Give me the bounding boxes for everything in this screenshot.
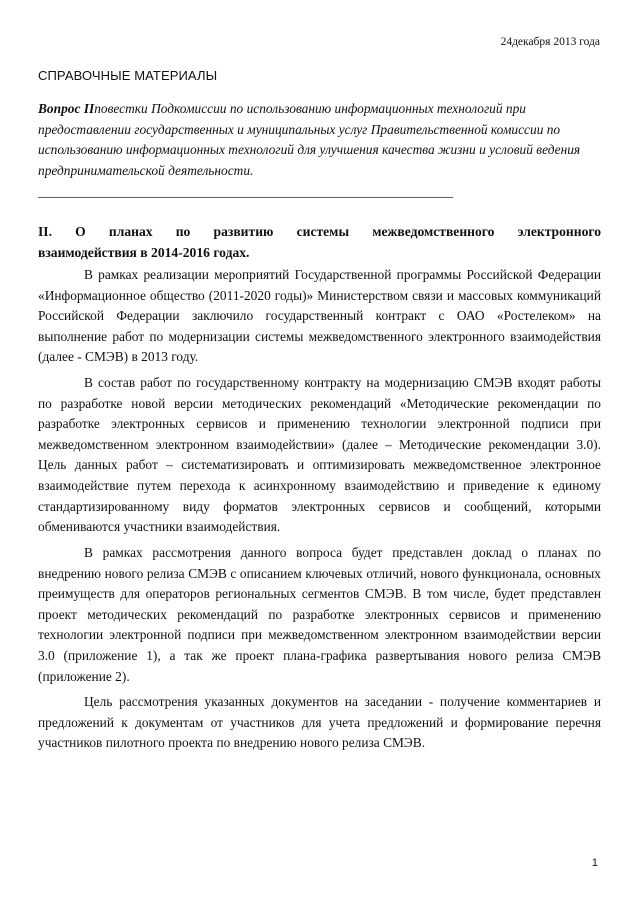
body-paragraph-1: В рамках реализации мероприятий Государственной программы Российской Федерации «Информационное общество (2011-2020 годы)» Министерством связи и массовых коммуникаций Российской Федерации заключило государственный контракт с ОАО «Ростелеком» на выполнение работ по модернизации системы межведомственного электронного взаимодействия (далее - СМЭВ) в 2013 году.: [38, 267, 601, 365]
section-heading: [38, 222, 601, 263]
body-paragraph-2: В состав работ по государственному контракту на модернизацию СМЭВ входят работы по разработке новой версии методических рекомендаций «Методические рекомендации по разработке электронных сервисов и применению технологии электронной подписи при межведомственном электронном взаимодействии» (далее – Методические рекомендации 3.0). Цель данных работ – систематизировать и оптимизировать межведомственное электронное взаимодействие путем перехода к асинхронному взаимодействию и приведение к единому стандартизированному виду форматов электронных сервисов и сообщений, которыми обмениваются участники взаимодействия.: [38, 375, 601, 535]
body-paragraph-3: В рамках рассмотрения данного вопроса будет представлен доклад о планах по внедрению нового релиза СМЭВ с описанием ключевых отличий, нового функционала, основных преимуществ для операторов региональных сегментов СМЭВ. В том числе, будет представлен проект методических рекомендаций по разработке электронных сервисов и применению технологии электронной подписи при межведомственном электронном взаимодействии версии 3.0 (приложение 1), а так же проект плана-графика развертывания нового релиза СМЭВ (приложение 2).: [38, 545, 601, 684]
page-number: 1: [591, 857, 598, 869]
agenda-question: [38, 99, 603, 181]
separator-rule: ______________________________________________________________: [38, 184, 454, 199]
section-title: СПРАВОЧНЫЕ МАТЕРИАЛЫ: [38, 68, 218, 83]
heading-line-1: II. О планах по развитию системы межведомственного электронного: [38, 224, 601, 239]
heading-line-2: взаимодействия в 2014-2016 годах.: [38, 244, 250, 260]
document-date: 24декабря 2013 года: [500, 36, 600, 48]
question-label: Вопрос II: [38, 101, 95, 116]
body-paragraph-4: Цель рассмотрения указанных документов на заседании - получение комментариев и предложений к документам от участников для учета предложений и формирование перечня участников пилотного проекта по внедрению нового релиза СМЭВ.: [38, 694, 601, 751]
question-text: повестки Подкомиссии по использованию информационных технологий при предоставлении государственных и муниципальных услуг Правительственной комиссии по использованию информационных технологий для улучшения качества жизни и условий ведения предпринимательской деятельности.: [38, 101, 581, 178]
